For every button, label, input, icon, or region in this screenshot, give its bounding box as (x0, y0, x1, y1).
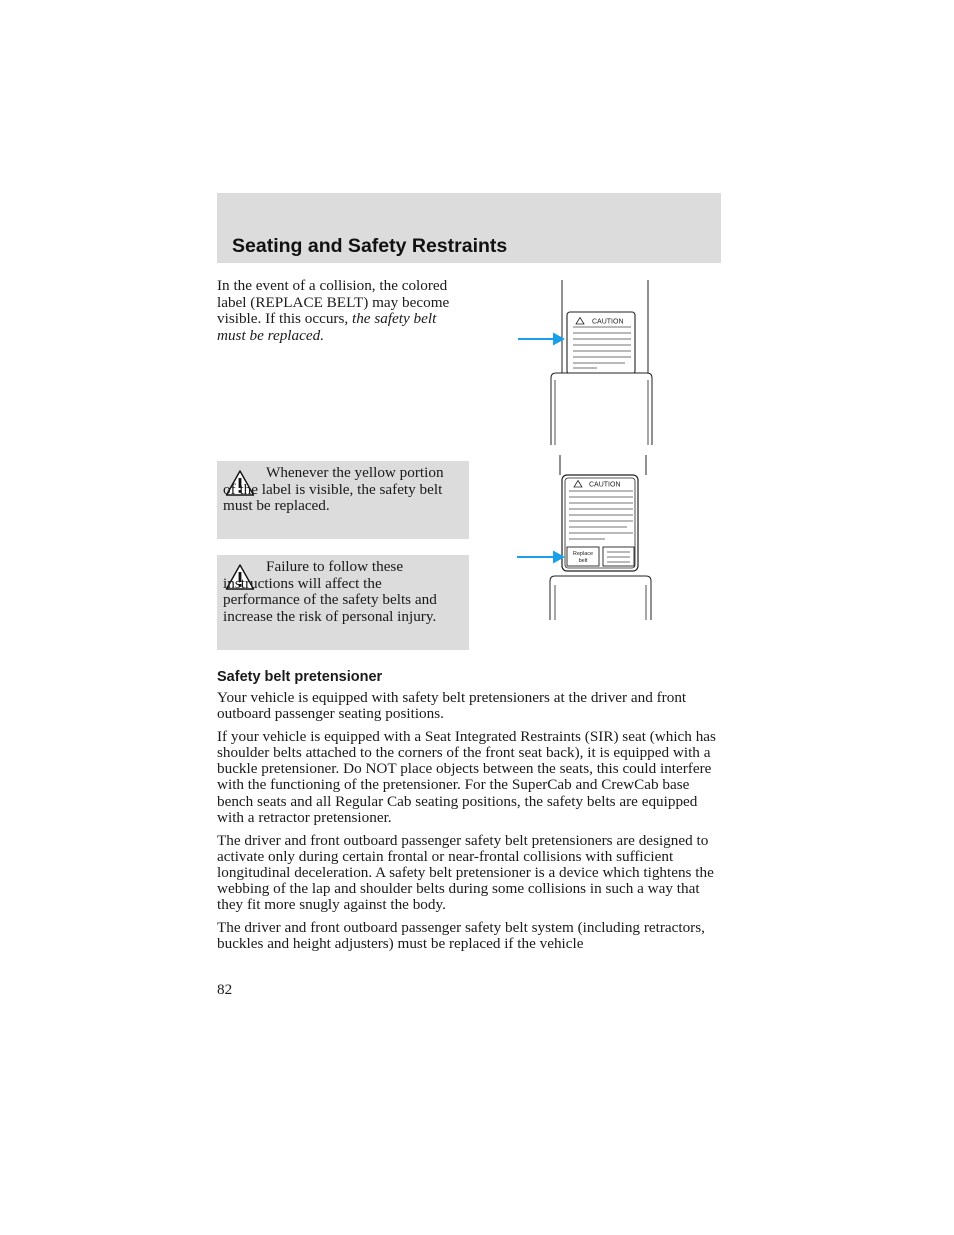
page-number: 82 (217, 981, 233, 998)
page-title: Seating and Safety Restraints (232, 235, 508, 257)
belt-label-figure-replace (515, 455, 660, 620)
intro-paragraph (217, 278, 467, 344)
paragraph: The driver and front outboard passenger safety belt pretensioners are designed to activate only during certain frontal or near-frontal collisions with sufficient longitudinal deceleration. A safety belt pretensioner is a device which tightens the webbing of the lap and shoulder belts during some collisions in such a way that they fit more snugly against the body. (217, 831, 714, 914)
intro-text: In the event of a collision, the colored label (REPLACE BELT) may become visible. If this occurs, (217, 277, 450, 327)
paragraph: Your vehicle is equipped with safety belt pretensioners at the driver and front outboard passenger seating positions. (217, 689, 687, 723)
replace-tag-line1: Replace (572, 551, 594, 557)
replace-tag-line2: belt (578, 558, 588, 564)
warning-text: Whenever the yellow portion of the label is visible, the safety belt must be replaced. (223, 464, 444, 514)
caution-label-text: CAUTION (589, 481, 621, 489)
paragraph: The driver and front outboard passenger safety belt system (including retractors, buckles and height adjusters) must be replaced if the vehicle (217, 919, 705, 953)
buckle-housing (550, 576, 651, 620)
caution-label-text: CAUTION (592, 318, 624, 326)
section-header-band (217, 193, 721, 263)
body-text (217, 690, 717, 959)
warning-box-failure (217, 555, 469, 650)
intro-emphasis: the safety belt must be replaced. (217, 310, 437, 344)
warning-text: Failure to follow these instructions will affect the performance of the safety belts and increase the risk of personal injury. (223, 558, 437, 625)
arrow-head (553, 333, 565, 346)
paragraph: If your vehicle is equipped with a Seat Integrated Restraints (SIR) seat (which has shoulder belts attached to the corners of the front seat back), it is equipped with a buckle pretensioner. Do NOT place objects between the seats, this could interfere with the functioning of the pretensioner. For the SuperCab and CrewCab base bench seats and all Regular Cab seating positions, the safety belts are equipped with a retractor pretensioner. (217, 728, 716, 826)
section-heading: Safety belt pretensioner (217, 669, 383, 685)
belt-label-figure-normal (515, 280, 660, 445)
warning-box-yellow-label (217, 461, 469, 539)
buckle-housing (551, 373, 652, 445)
